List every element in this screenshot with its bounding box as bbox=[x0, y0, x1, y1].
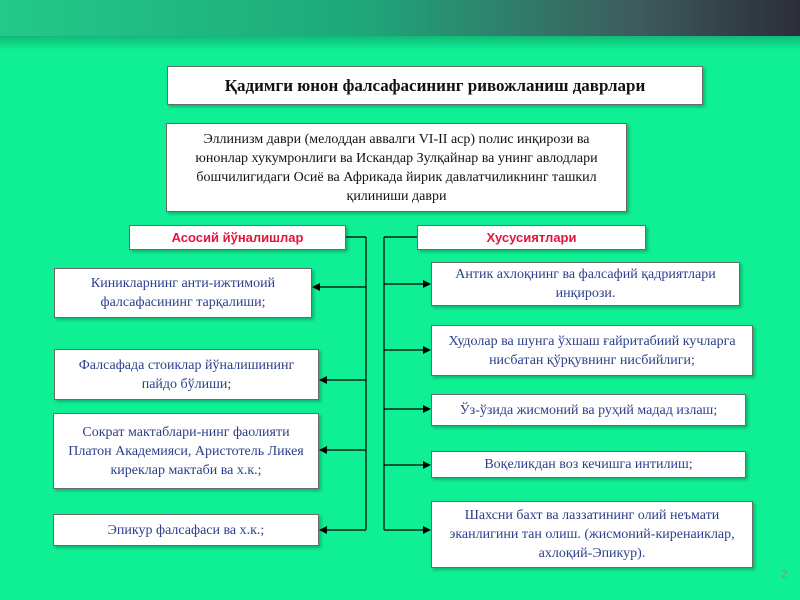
right-item-2: Худолар ва шунга ўхшаш ғайритабиий кучларга нисбатан қўрқувнинг нисбийлиги; bbox=[431, 325, 753, 376]
page-number: 2 bbox=[781, 567, 788, 581]
left-item-2: Фалсафада стоиклар йўналишининг пайдо бўлиши; bbox=[54, 349, 319, 400]
intro-box: Эллинизм даври (мелоддан аввалги VI-II аср) полис инқирози ва юнонлар хукумронлиги ва Искандар Зулқайнар ва унинг авлодлари бошчилигидаги Осиё ва Африкада йирик давлатчиликнинг ташкил қилиниши даври bbox=[166, 123, 627, 212]
right-item-3: Ўз-ўзида жисмоний ва руҳий мадад излаш; bbox=[431, 394, 746, 426]
right-item-1: Антик ахлоқнинг ва фалсафий қадриятлари инқирози. bbox=[431, 262, 740, 306]
left-item-3: Сократ мактаблари-нинг фаолияти Платон Академияси, Аристотель Ликея киреклар мактаби ва х.к.; bbox=[53, 413, 319, 489]
left-item-4: Эпикур фалсафаси ва х.к.; bbox=[53, 514, 319, 546]
right-item-5: Шахсни бахт ва лаззатининг олий неъмати эканлигини тан олиш. (жисмоний-киренаиклар, ахлоқий-Эпикур). bbox=[431, 501, 753, 568]
right-item-4: Воқеликдан воз кечишга интилиш; bbox=[431, 451, 746, 478]
right-header: Хусусиятлари bbox=[417, 225, 646, 250]
left-header: Асосий йўналишлар bbox=[129, 225, 346, 250]
diagram-title: Қадимги юнон фалсафасининг ривожланиш даврлари bbox=[167, 66, 703, 105]
left-item-1: Киникларнинг анти-ижтимоий фалсафасининг тарқалиши; bbox=[54, 268, 312, 318]
